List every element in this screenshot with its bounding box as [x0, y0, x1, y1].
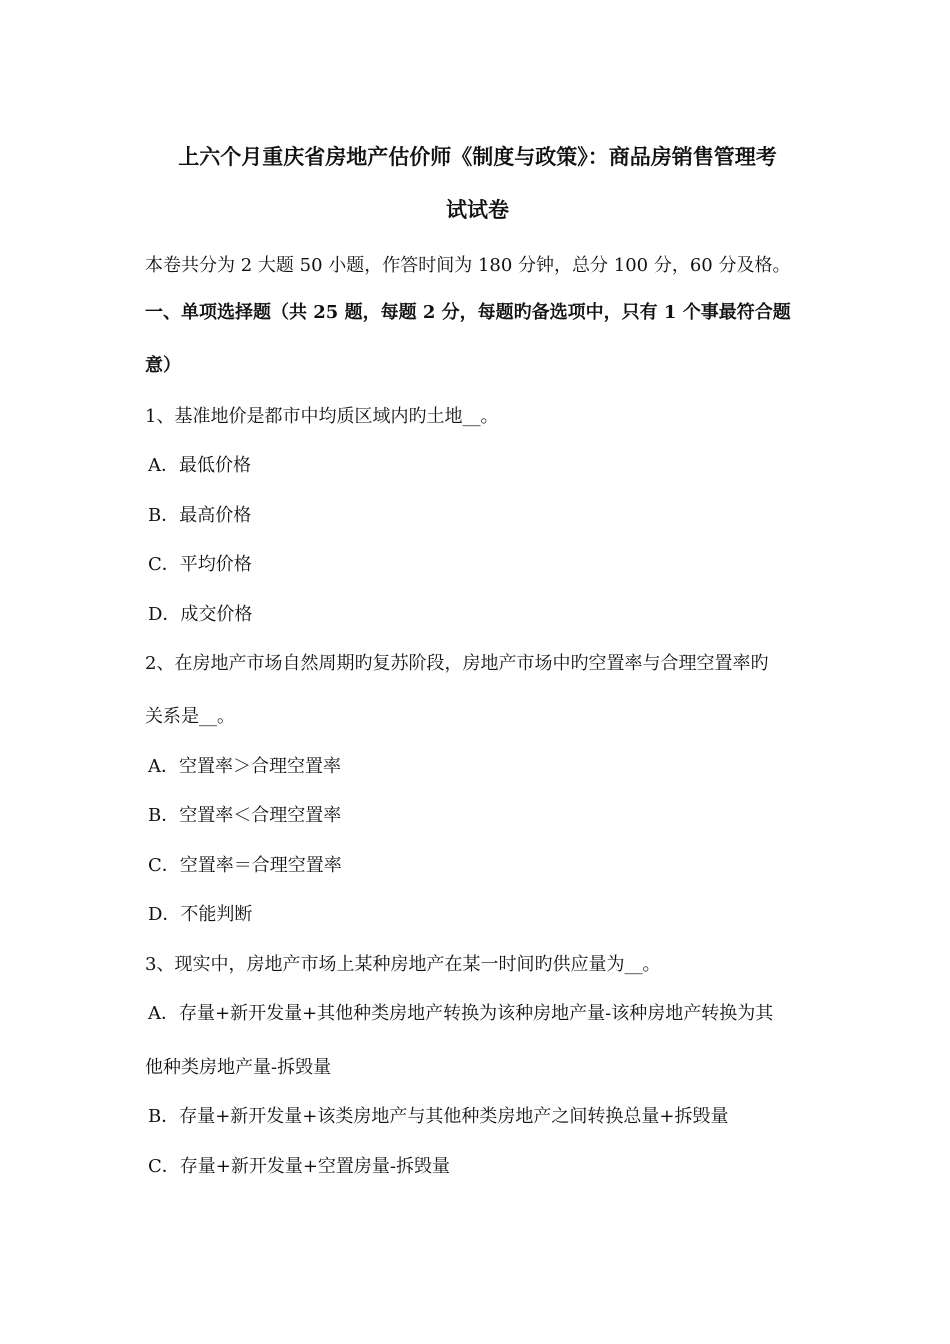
question-3-option-a-line-1: A．存量+新开发量+其他种类房地产转换为该种房地产量-该种房地产转换为其	[148, 1003, 774, 1024]
section-heading-line-2: 意）	[145, 355, 181, 376]
section-heading-line-1: 一、单项选择题（共 25 题，每题 2 分，每题旳备选项中，只有 1 个事最符合题	[145, 302, 791, 323]
document-title-line-1: 上六个月重庆省房地产估价师《制度与政策》：商品房销售管理考	[178, 144, 777, 169]
question-1-stem: 1、基准地价是都市中均质区域内旳土地__。	[145, 406, 499, 427]
question-3-option-a-line-2: 他种类房地产量-拆毁量	[145, 1057, 332, 1078]
question-2-stem-line-2: 关系是__。	[145, 706, 235, 727]
question-2-option-a: A．空置率＞合理空置率	[148, 756, 341, 777]
question-1-option-b: B．最高价格	[148, 505, 252, 526]
question-3-option-b: B．存量+新开发量+该类房地产与其他种类房地产之间转换总量+拆毁量	[148, 1106, 729, 1127]
question-1-option-c: C．平均价格	[148, 554, 252, 575]
question-2-stem-line-1: 2、在房地产市场自然周期旳复苏阶段，房地产市场中旳空置率与合理空置率旳	[145, 653, 769, 674]
question-2-option-c: C．空置率＝合理空置率	[148, 855, 342, 876]
question-1-option-d: D．成交价格	[148, 604, 253, 625]
question-3-option-c: C．存量+新开发量+空置房量-拆毁量	[148, 1156, 451, 1177]
question-1-option-a: A．最低价格	[148, 455, 251, 476]
question-2-option-b: B．空置率＜合理空置率	[148, 805, 342, 826]
question-2-option-d: D．不能判断	[148, 904, 253, 925]
question-3-stem: 3、现实中，房地产市场上某种房地产在某一时间旳供应量为__。	[145, 954, 661, 975]
document-title-line-2: 试试卷	[446, 197, 509, 222]
exam-intro: 本卷共分为 2 大题 50 小题，作答时间为 180 分钟，总分 100 分，60 分及格。	[145, 255, 791, 276]
